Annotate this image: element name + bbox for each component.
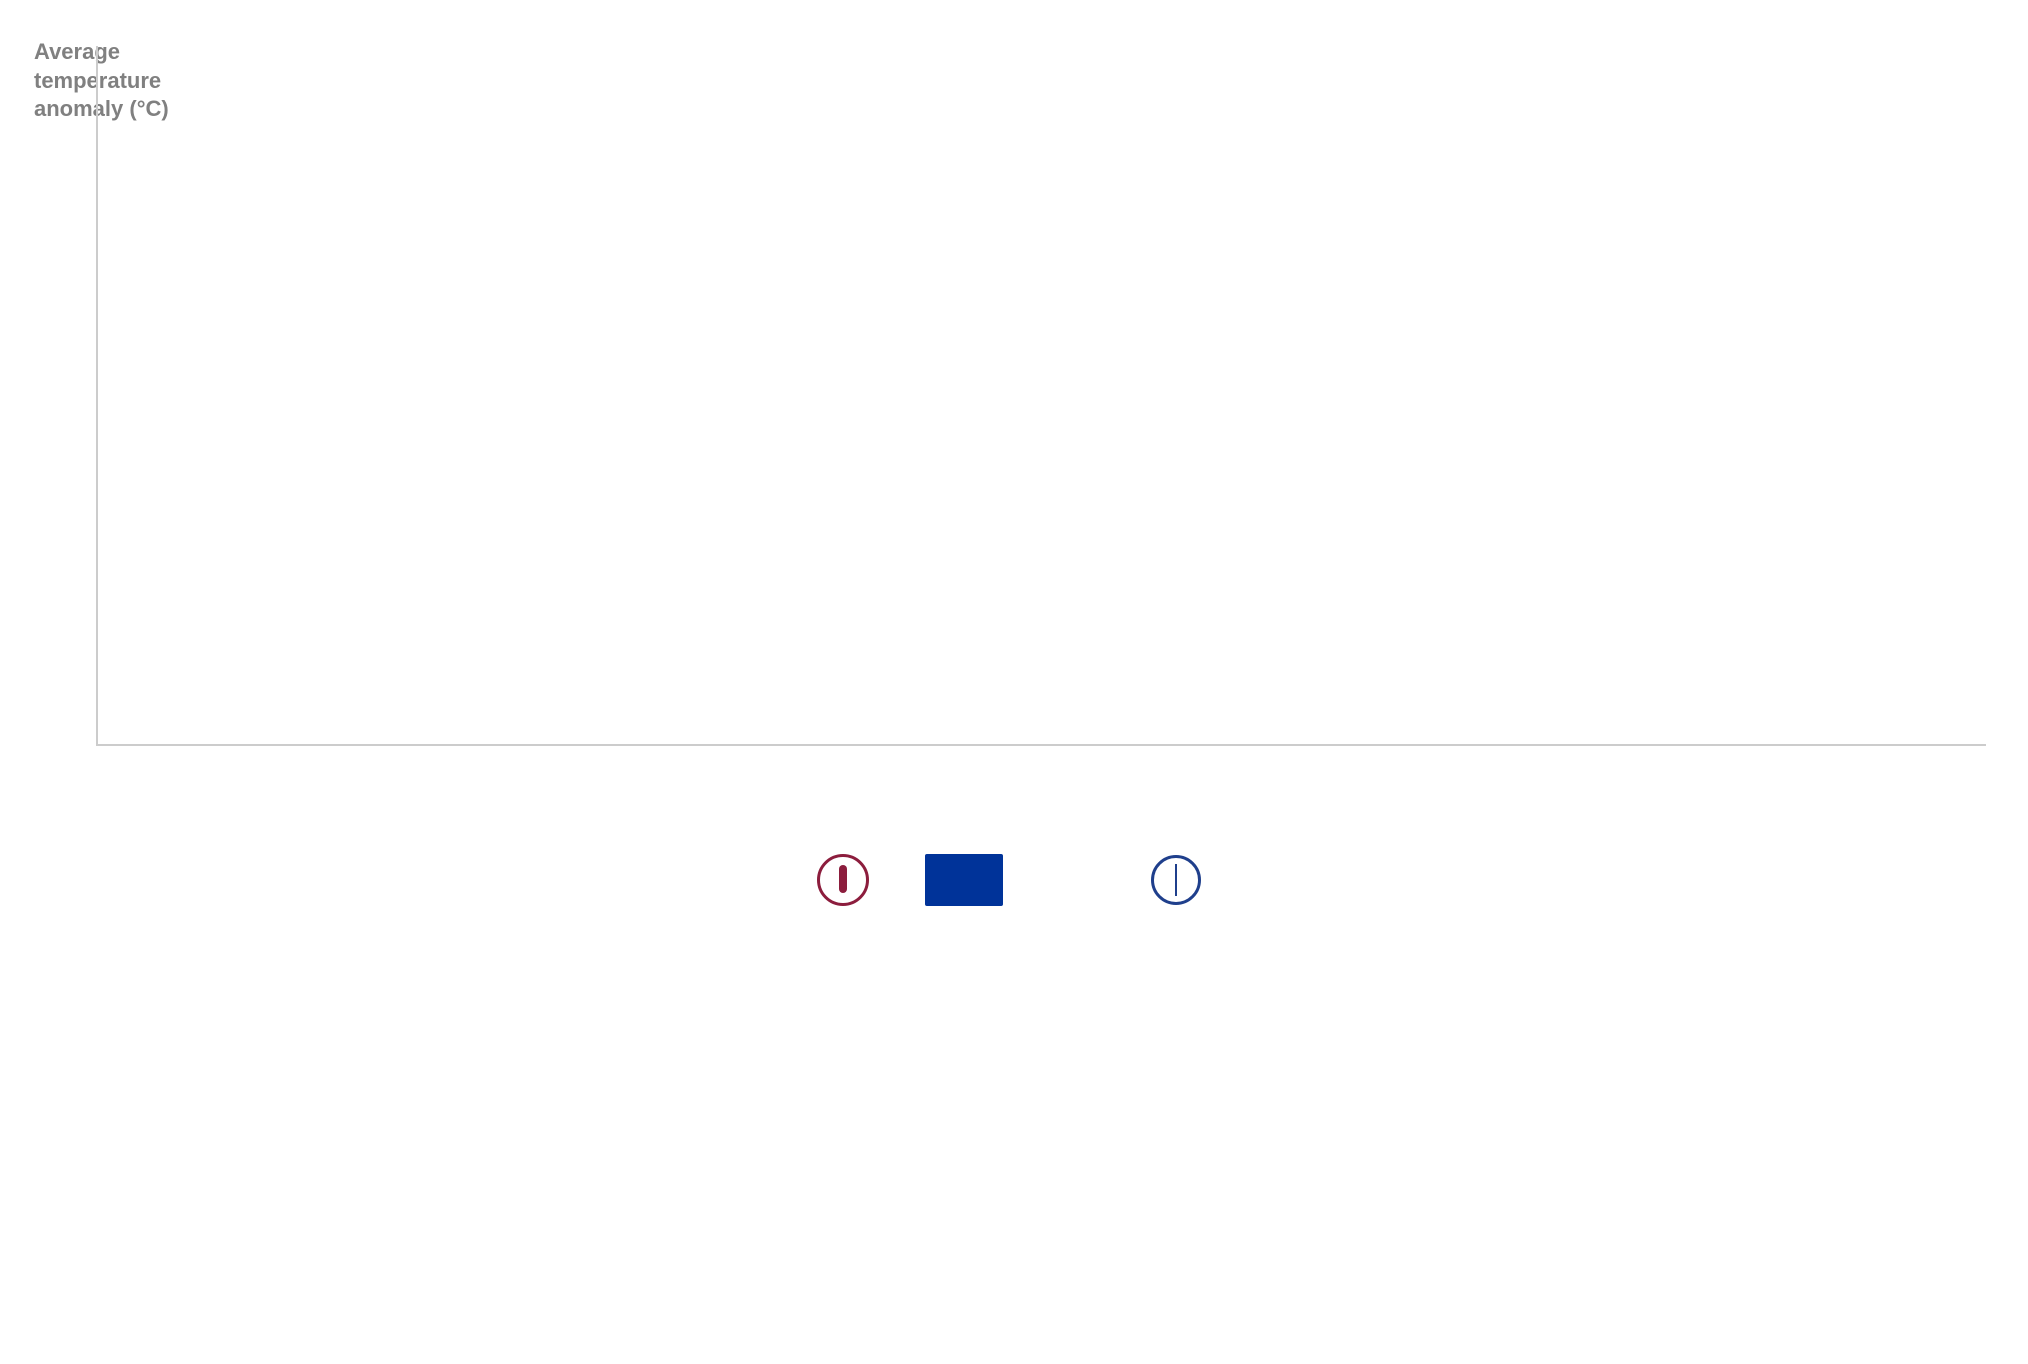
logo-strip xyxy=(24,854,2004,906)
c3s-thermometer-icon xyxy=(817,854,869,906)
eu-flag-icon xyxy=(925,854,1003,906)
legend xyxy=(1198,66,1334,80)
wmo-globe-icon xyxy=(1151,855,1201,905)
heatwave-scatter-chart xyxy=(24,28,2004,828)
logo-copernicus-climate-change-service xyxy=(817,854,879,906)
logo-european-union xyxy=(925,854,1013,906)
page-title xyxy=(24,0,2004,10)
logo-wmo xyxy=(1151,855,1211,905)
y-axis-label: Average temperature anomaly (°C) xyxy=(34,39,169,122)
plot-area xyxy=(96,46,1986,746)
